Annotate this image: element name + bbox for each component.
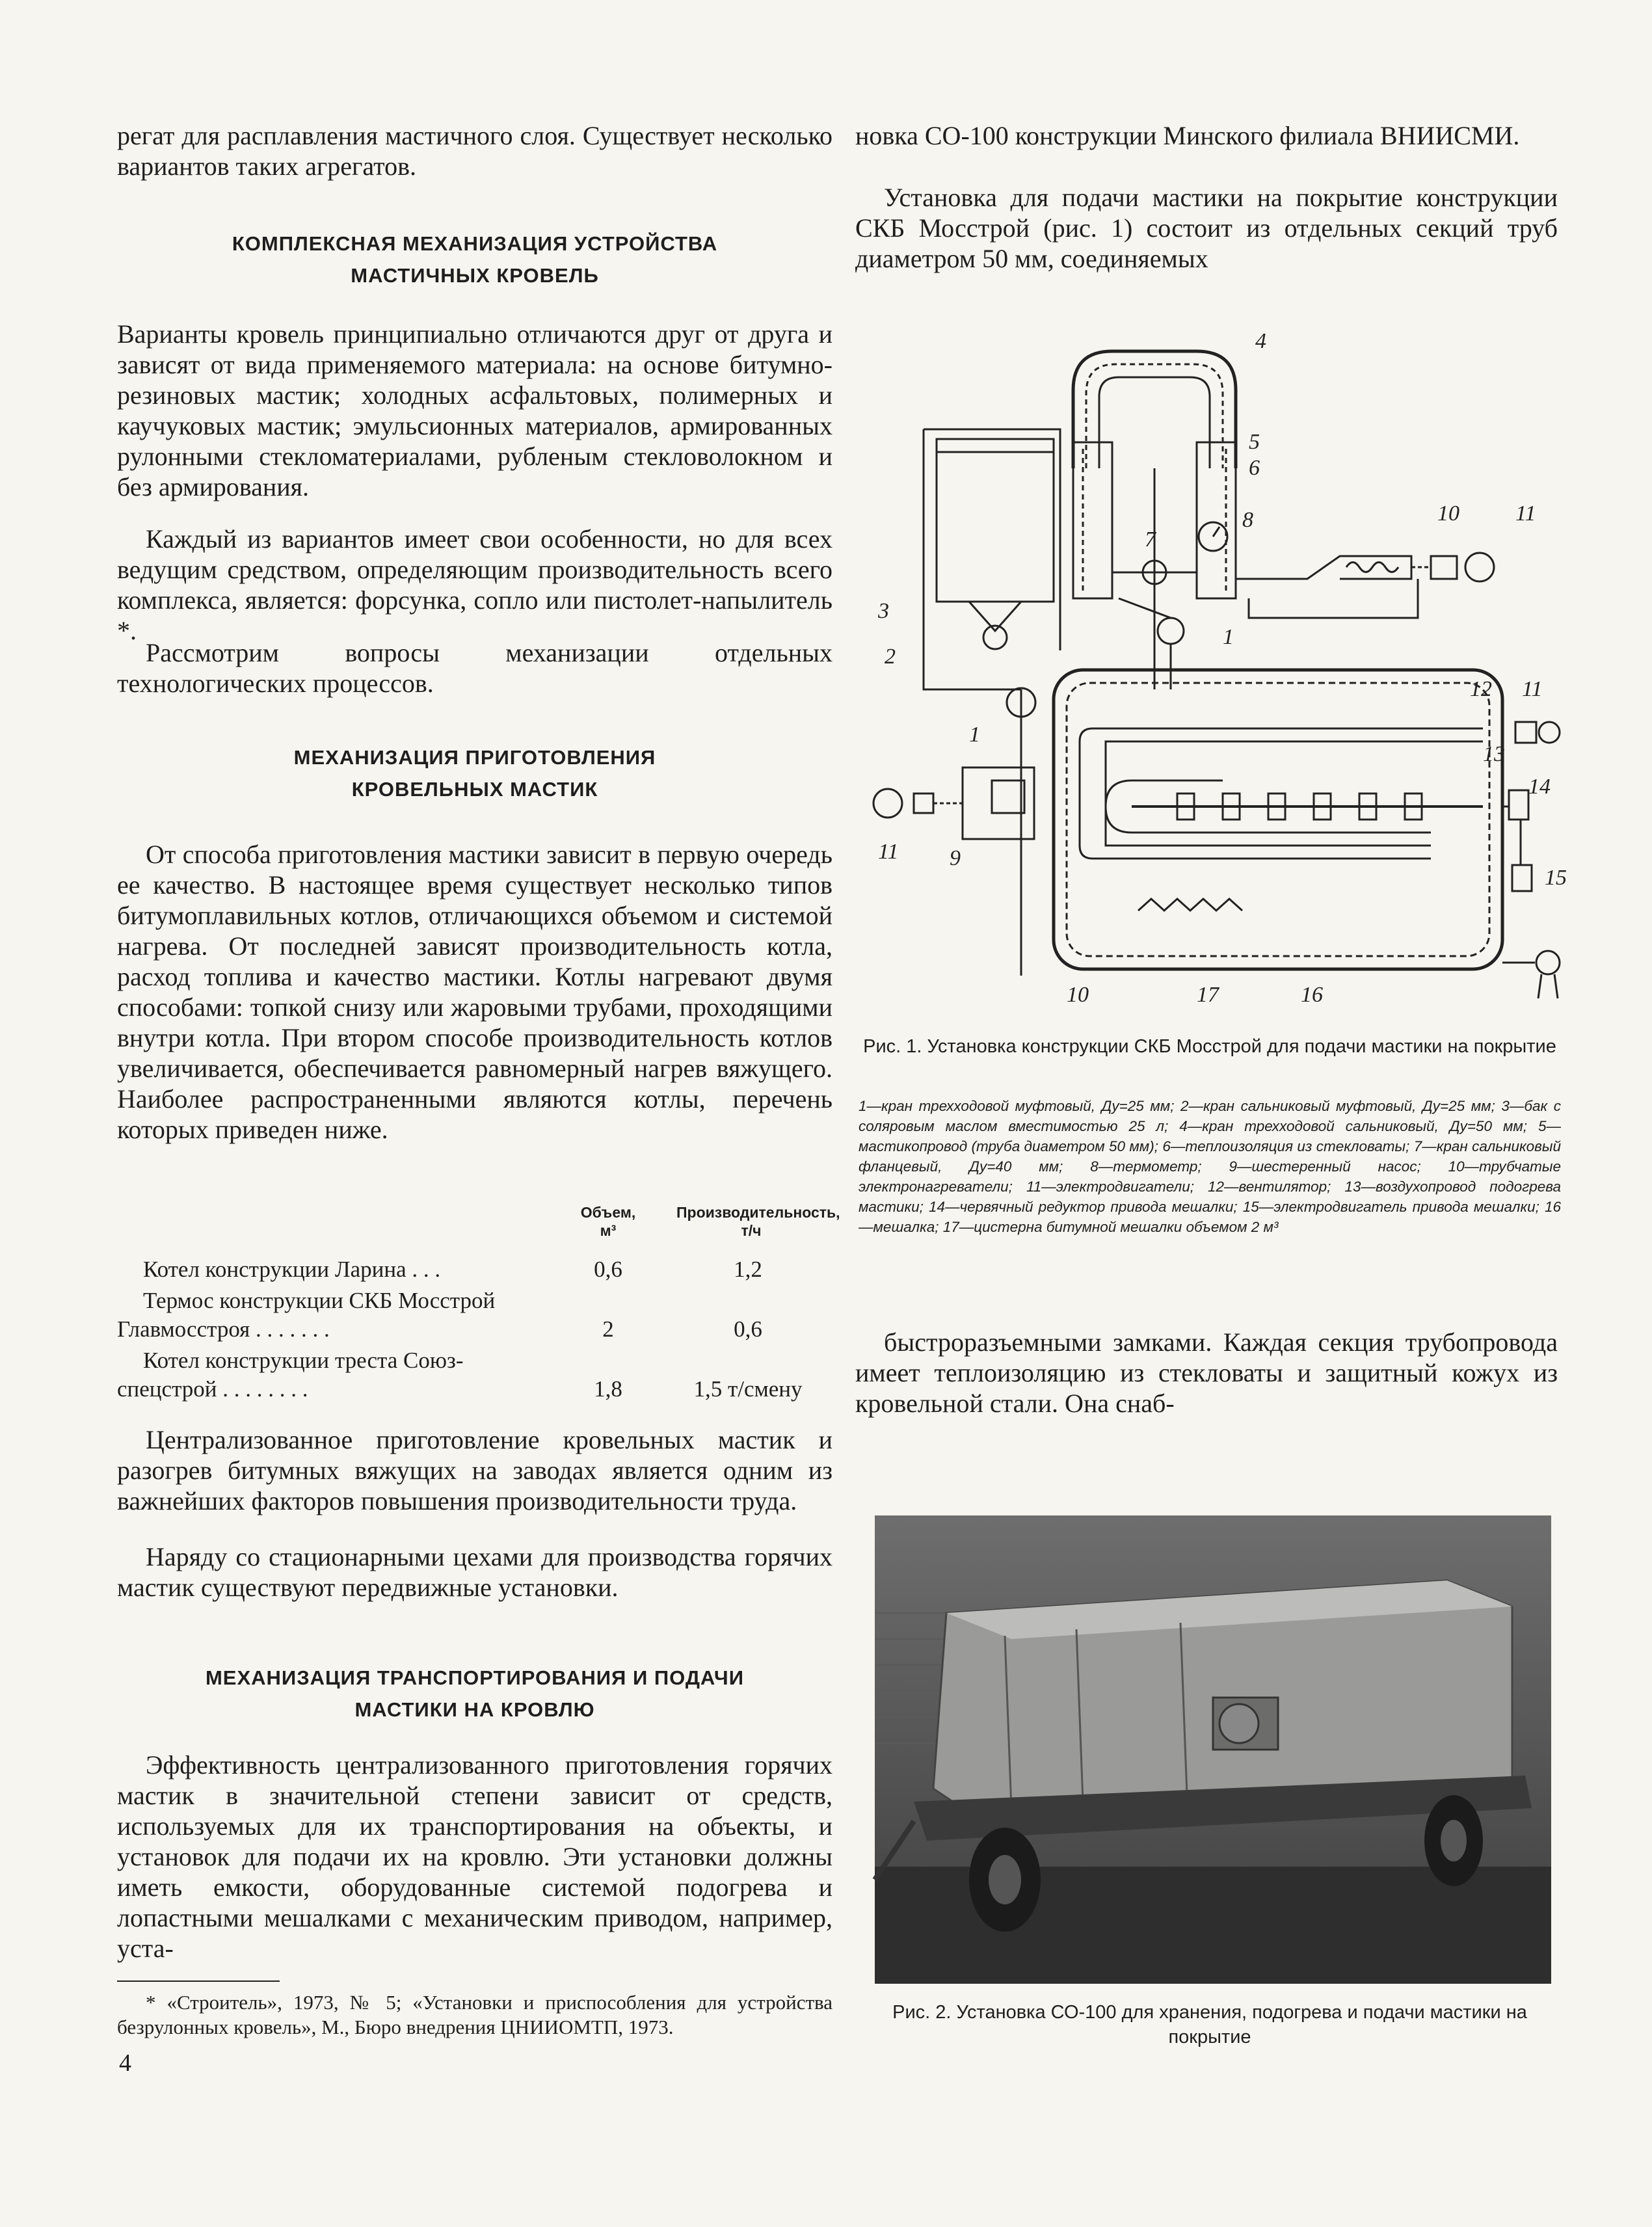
table-cell-volume: 2 (602, 1316, 614, 1342)
table-cell-name: спецстрой . . . . . . . . (117, 1376, 308, 1402)
table-row (117, 1316, 833, 1345)
top-arch-inner (1099, 377, 1210, 468)
table-cell-productivity: 0,6 (734, 1316, 762, 1342)
figure-2-photo (875, 1515, 1551, 1984)
fig1-label: 2 (885, 645, 896, 669)
heading-line: МЕХАНИЗАЦИЯ ПРИГОТОВЛЕНИЯ (293, 746, 656, 769)
heading-line: КОМПЛЕКСНАЯ МЕХАНИЗАЦИЯ УСТРОЙСТВА (232, 232, 718, 255)
valve-2 (983, 626, 1007, 649)
paragraph: Централизованное приготовление кровельных мастик и разогрев битумных вяжущих на заводах является одним из важнейших факторов повышения производительности труда. (117, 1425, 833, 1515)
footnote-rule (117, 1980, 280, 1982)
motor-icon (1465, 553, 1494, 581)
pipe-section-left (1073, 442, 1112, 598)
fig1-label: 12 (1470, 677, 1492, 701)
table-cell-productivity: 1,5 т/смену (693, 1376, 803, 1402)
table-header-volume: Объем, м³ (580, 1204, 636, 1239)
table-row (117, 1288, 833, 1316)
fig1-label: 10 (1067, 983, 1089, 1007)
heading-line: КРОВЕЛЬНЫХ МАСТИК (351, 778, 598, 801)
section-heading-1 (117, 228, 833, 291)
paragraph: Установка для подачи мастики на покрытие конструкции СКБ Мосстрой (рис. 1) состоит из отдельных секций труб диаметром 50 мм, соединяемых (855, 183, 1558, 273)
fig1-label: 17 (1197, 983, 1219, 1007)
table-header-productivity: Производительность, т/ч (676, 1204, 840, 1239)
fig1-label: 16 (1301, 983, 1323, 1007)
table-cell-name: Котел конструкции Ларина . . . (143, 1257, 441, 1282)
heading-line: МАСТИКИ НА КРОВЛЮ (354, 1698, 595, 1721)
paragraph: Наряду со стационарными цехами для производства горячих мастик существуют передвижные установки. (117, 1542, 833, 1602)
fig1-label: 5 (1249, 430, 1260, 454)
table-row (117, 1348, 833, 1376)
heater-coil (1346, 563, 1398, 572)
intro-paragraph: регат для расплавления мастичного слоя. Существует несколько вариантов таких агрегатов. (117, 121, 833, 181)
table-cell-volume: 1,8 (594, 1376, 622, 1402)
bottom-heater-10 (1138, 899, 1242, 911)
figure-1-legend: 1—кран трехходовой муфтовый, Дy=25 мм; 2—кран сальниковый муфтовый, Дy=25 мм; 3—бак с соляровым маслом вместимостью 25 л; 4—кран трехходовой сальниковый, Дy=50 мм; 5—мастикопровод (труба диаметром 50 мм); 6—теплоизоляция из стекловаты; 7—кран сальниковый фланцевый, Дy=40 мм; 8—термометр; 9—шестеренный насос; 10—трубчатые электронагреватели; 11—электродвигатели; 12—вентилятор; 13—воздухопровод подогрева мастики; 14—червячный редуктор привода мешалки; 15—электродвигатель привода мешалки; 16—мешалка; 17—цистерна битумной мешалки объемом 2 м³ (859, 1098, 1561, 1235)
fig1-label: 3 (878, 599, 889, 623)
fig1-label: 14 (1528, 775, 1551, 799)
paragraph: Каждый из вариантов имеет свои особенности, но для всех ведущим средством, определяющим производительность всего комплекса, является: форсунка, сопло или пистолет-напылитель *. (117, 524, 833, 645)
heading-line: МЕХАНИЗАЦИЯ ТРАНСПОРТИРОВАНИЯ И ПОДАЧИ (205, 1666, 744, 1689)
fig1-label: 11 (1522, 677, 1543, 701)
fig1-label: 11 (1515, 501, 1536, 526)
fig1-label: 8 (1242, 508, 1253, 532)
fig1-label: 7 (1145, 527, 1156, 552)
paragraph: Эффективность централизованного приготовления горячих мастик в значительной степени зависит от средств, используемых для их транспортирования на объекты, и установок для подачи их на кровлю. Эти установки должны иметь емкости, оборудованные системой подогрева и лопастными мешалками с механическим приводом, например, уста- (117, 1750, 833, 1963)
table-row (117, 1376, 833, 1405)
fig1-label: 11 (878, 840, 899, 864)
fan-box (1431, 556, 1457, 579)
oil-tank-3 (937, 439, 1054, 602)
table-cell-name: Котел конструкции треста Союз- (143, 1348, 464, 1373)
paragraph: быстроразъемными замками. Каждая секция трубопровода имеет теплоизоляцию из стекловаты и защитный кожух из кровельной стали. Она снаб- (855, 1327, 1558, 1418)
table-cell-volume: 0,6 (594, 1257, 622, 1282)
table-cell-productivity: 1,2 (734, 1257, 762, 1282)
page-number: 4 (119, 2049, 131, 2077)
fig1-label: 4 (1255, 329, 1266, 353)
paragraph: От способа приготовления мастики зависит в первую очередь ее качество. В настоящее время существует несколько типов битумоплавильных котлов, отличающихся объемом и системой нагрева. От последней зависят производительность котла, расход топлива и качество мастики. Котлы нагревают двумя способами: топкой снизу или жаровыми трубами, проходящими внутри котла. При втором способе производительность котлов увеличивается, обеспечивается равномерный нагрев вяжущего. Наиболее распространенными являются котлы, перечень которых приведен ниже. (117, 840, 833, 1144)
motor-icon (873, 789, 902, 818)
reducer-14 (1509, 790, 1528, 820)
table-cell-name: Главмосстроя . . . . . . . (117, 1316, 330, 1342)
valve-icon (1536, 951, 1560, 974)
fig1-label: 13 (1483, 742, 1505, 766)
fig1-label: 6 (1249, 456, 1260, 480)
pipe-section-right (1197, 442, 1236, 598)
figure-1-caption: Рис. 1. Установка конструкции СКБ Мосстрой для подачи мастики на покрытие (863, 1036, 1556, 1057)
fig1-label: 1 (969, 723, 980, 747)
fig1-label: 9 (950, 846, 961, 870)
figure-1-schematic (859, 312, 1567, 1015)
motor-icon (1219, 1704, 1259, 1743)
motor-icon (1539, 722, 1560, 743)
section-heading-3 (117, 1662, 833, 1726)
fig1-label: 10 (1437, 501, 1459, 526)
motor-15 (1512, 865, 1532, 891)
table-cell-name: Термос конструкции СКБ Мосстрой (143, 1288, 496, 1313)
valve-1-upper (1158, 618, 1184, 644)
fig1-label: 15 (1545, 866, 1567, 890)
paragraph: Варианты кровель принципиально отличаются друг от друга и зависят от вида применяемого материала: на основе битумно-резиновых мастик; холодных асфальтовых, полимерных и каучуковых мастик; эмульсионных материалов, армированных рулонными стекломатериалами, рубленым стекловолокном и без армирования. (117, 319, 833, 501)
heading-line: МАСТИЧНЫХ КРОВЕЛЬ (351, 264, 599, 287)
section-heading-2 (117, 741, 833, 805)
footnote: * «Строитель», 1973, № 5; «Установки и приспособления для устройства безрулонных кровель», М., Бюро внедрения ЦНИИОМТП, 1973. (117, 1991, 833, 2038)
figure-2-caption: Рис. 2. Установка СО-100 для хранения, подогрева и подачи мастики на покрытие (892, 2002, 1527, 2047)
table-row (117, 1257, 833, 1285)
paragraph: новка СО-100 конструкции Минского филиала ВНИИСМИ. (855, 121, 1520, 150)
fig1-label: 1 (1223, 625, 1234, 649)
paragraph: Рассмотрим вопросы механизации отдельных технологических процессов. (117, 638, 833, 698)
